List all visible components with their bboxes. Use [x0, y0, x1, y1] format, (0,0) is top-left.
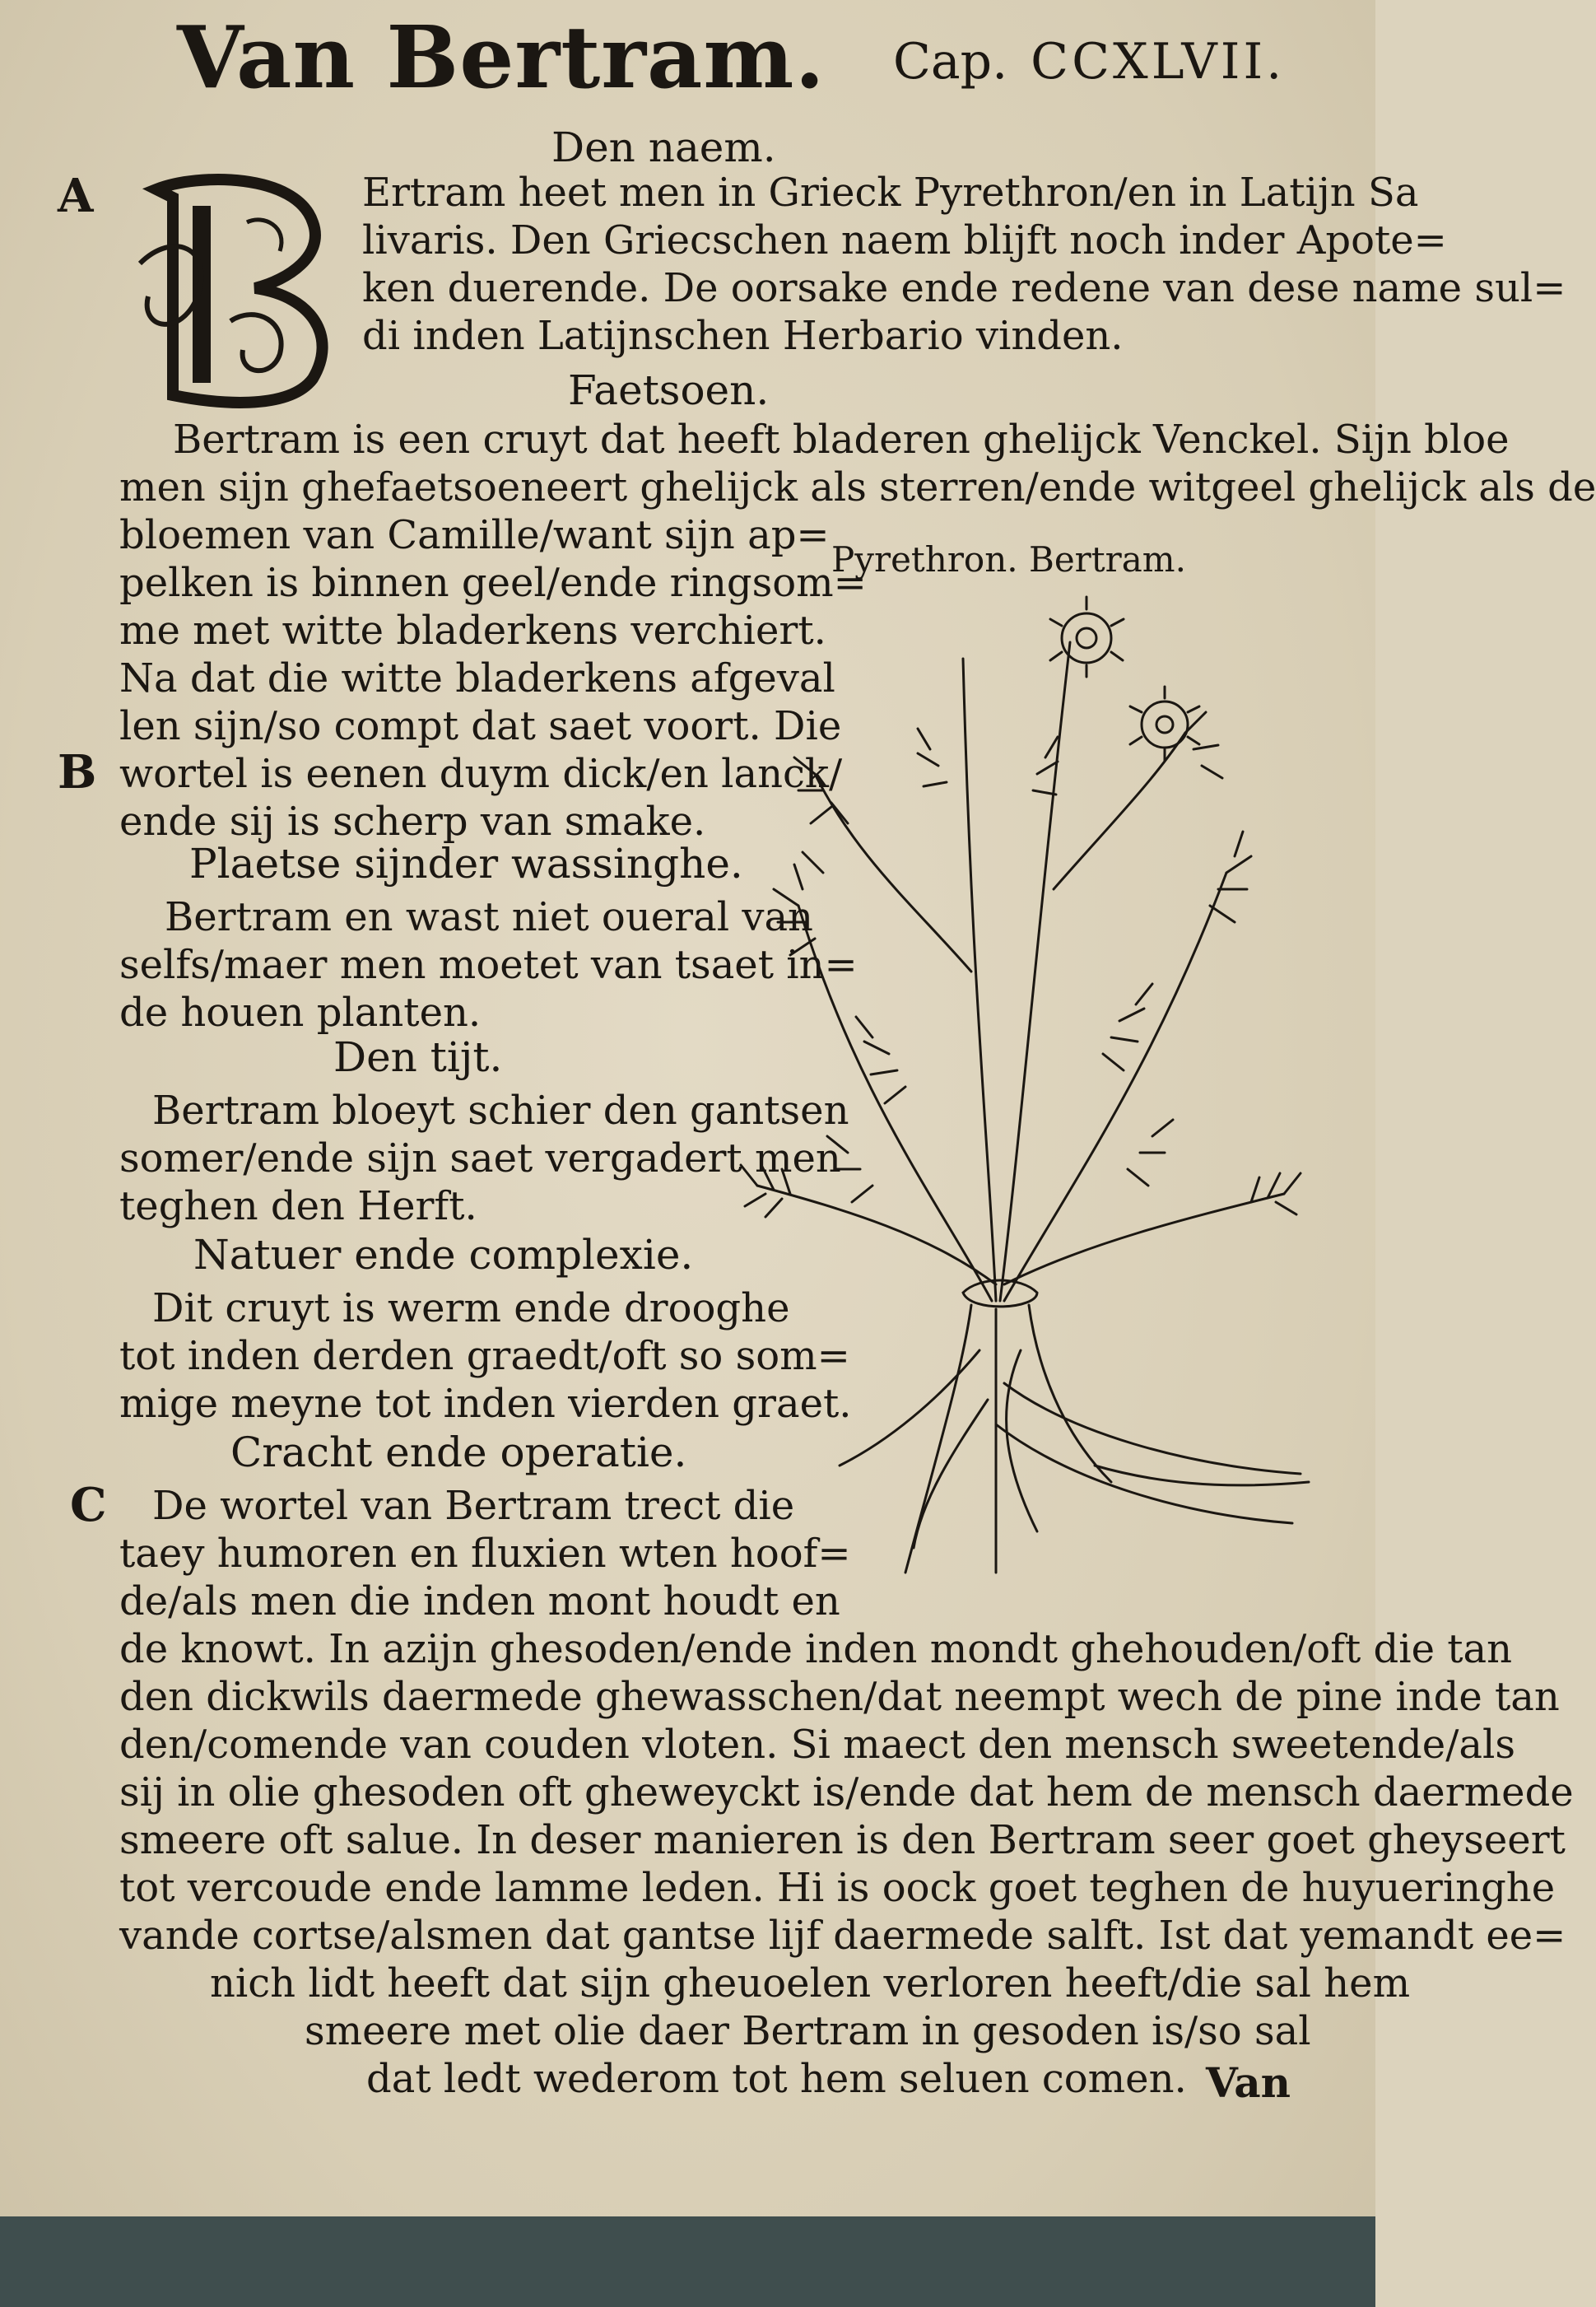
heading-cracht: Cracht ende operatie. — [230, 1428, 687, 1476]
heading-tijt: Den tijt. — [333, 1033, 503, 1081]
text-line: Dit cruyt is werm ende drooghe — [152, 1285, 790, 1331]
chapter-number — [893, 33, 1285, 91]
text-line: di inden Latijnschen Herbario vinden. — [362, 313, 1124, 359]
text-line: tot inden derden graedt/oft so som= — [119, 1333, 850, 1379]
chapter-roman: CCXLVII. — [1031, 33, 1286, 91]
text-line: den dickwils daermede ghewasschen/dat neempt wech de pine inde tan — [119, 1674, 1560, 1720]
decorated-initial-b — [123, 165, 354, 412]
text-line: dat ledt wederom tot hem seluen comen. — [366, 2056, 1187, 2102]
catchword: Van — [1206, 2058, 1291, 2107]
text-line: Ertram heet men in Grieck Pyrethron/en in Latijn Sa — [362, 170, 1419, 216]
scan-background-band — [0, 2216, 1375, 2307]
text-line: len sijn/so compt dat saet voort. Die — [119, 703, 842, 749]
heading-natuer: Natuer ende complexie. — [193, 1231, 694, 1279]
text-line: bloemen van Camille/want sijn ap= — [119, 512, 830, 558]
plant-woodcut-illustration — [724, 560, 1317, 1597]
text-line: wortel is eenen duym dick/en lanck/ — [119, 751, 843, 797]
text-line: taey humoren en fluxien wten hoof= — [119, 1531, 851, 1577]
text-line: De wortel van Bertram trect die — [152, 1483, 795, 1529]
text-line: de/als men die inden mont houdt en — [119, 1578, 840, 1624]
text-line: ende sij is scherp van smake. — [119, 799, 706, 845]
page-title: Van Bertram. — [177, 7, 826, 108]
text-line: smeere oft salue. In deser manieren is den Bertram seer goet gheyseert — [119, 1817, 1566, 1863]
margin-letter-c: C — [70, 1478, 107, 1532]
text-line: ken duerende. De oorsake ende redene van dese name sul= — [362, 265, 1566, 311]
text-line: livaris. Den Griecschen naem blijft noch inder Apote= — [362, 217, 1447, 263]
text-line: selfs/maer men moetet van tsaet in= — [119, 942, 858, 988]
text-line: mige meyne tot inden vierden graet. — [119, 1381, 852, 1427]
figure-caption: Pyrethron. Bertram. — [831, 539, 1186, 580]
text-line: somer/ende sijn saet vergadert men — [119, 1135, 841, 1181]
text-line: Bertram en wast niet oueral van — [165, 894, 813, 940]
heading-naem: Den naem. — [551, 124, 776, 171]
text-line: nich lidt heeft dat sijn gheuoelen verloren heeft/die sal hem — [210, 1960, 1411, 2006]
text-line: vande cortse/alsmen dat gantse lijf daermede salft. Ist dat yemandt ee= — [119, 1913, 1566, 1959]
heading-faetsoen: Faetsoen. — [568, 366, 770, 414]
heading-plaetse: Plaetse sijnder wassinghe. — [189, 840, 743, 888]
margin-letter-b: B — [58, 745, 97, 799]
text-line: tot vercoude ende lamme leden. Hi is oock goet teghen de huyueringhe — [119, 1865, 1556, 1911]
text-line: de houen planten. — [119, 990, 482, 1036]
text-line: sij in olie ghesoden oft gheweyckt is/ende dat hem de mensch daermede — [119, 1769, 1574, 1815]
text-line: Na dat die witte bladerkens afgeval — [119, 655, 835, 701]
text-line: Bertram is een cruyt dat heeft bladeren ghelijck Venckel. Sijn bloe — [173, 417, 1510, 463]
text-line: teghen den Herft. — [119, 1183, 477, 1229]
text-line: den/comende van couden vloten. Si maect den mensch sweetende/als — [119, 1722, 1515, 1768]
text-line: Bertram bloeyt schier den gantsen — [152, 1088, 849, 1134]
text-line: de knowt. In azijn ghesoden/ende inden mondt ghehouden/oft die tan — [119, 1626, 1513, 1672]
margin-letter-a: A — [58, 169, 94, 223]
text-line: pelken is binnen geel/ende ringsom= — [119, 560, 867, 606]
text-line: me met witte bladerkens verchiert. — [119, 608, 826, 654]
cap-label: Cap. — [893, 33, 1008, 91]
text-line: men sijn ghefaetsoeneert ghelijck als sterren/ende witgeel ghelijck als de — [119, 464, 1596, 510]
text-line: smeere met olie daer Bertram in gesoden is/so sal — [305, 2008, 1311, 2054]
